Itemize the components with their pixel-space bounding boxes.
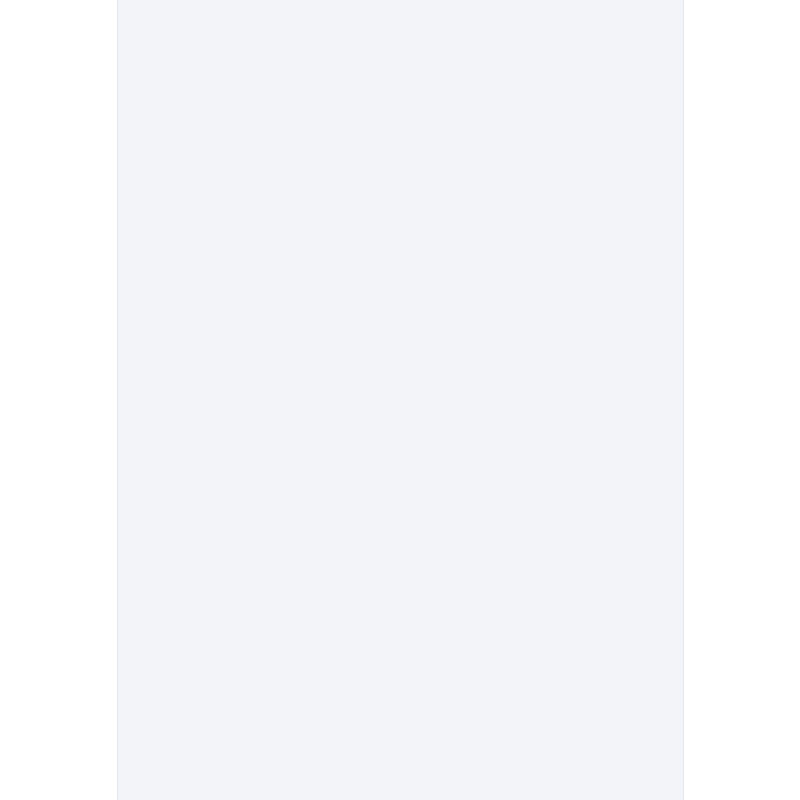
book-page <box>118 0 683 800</box>
